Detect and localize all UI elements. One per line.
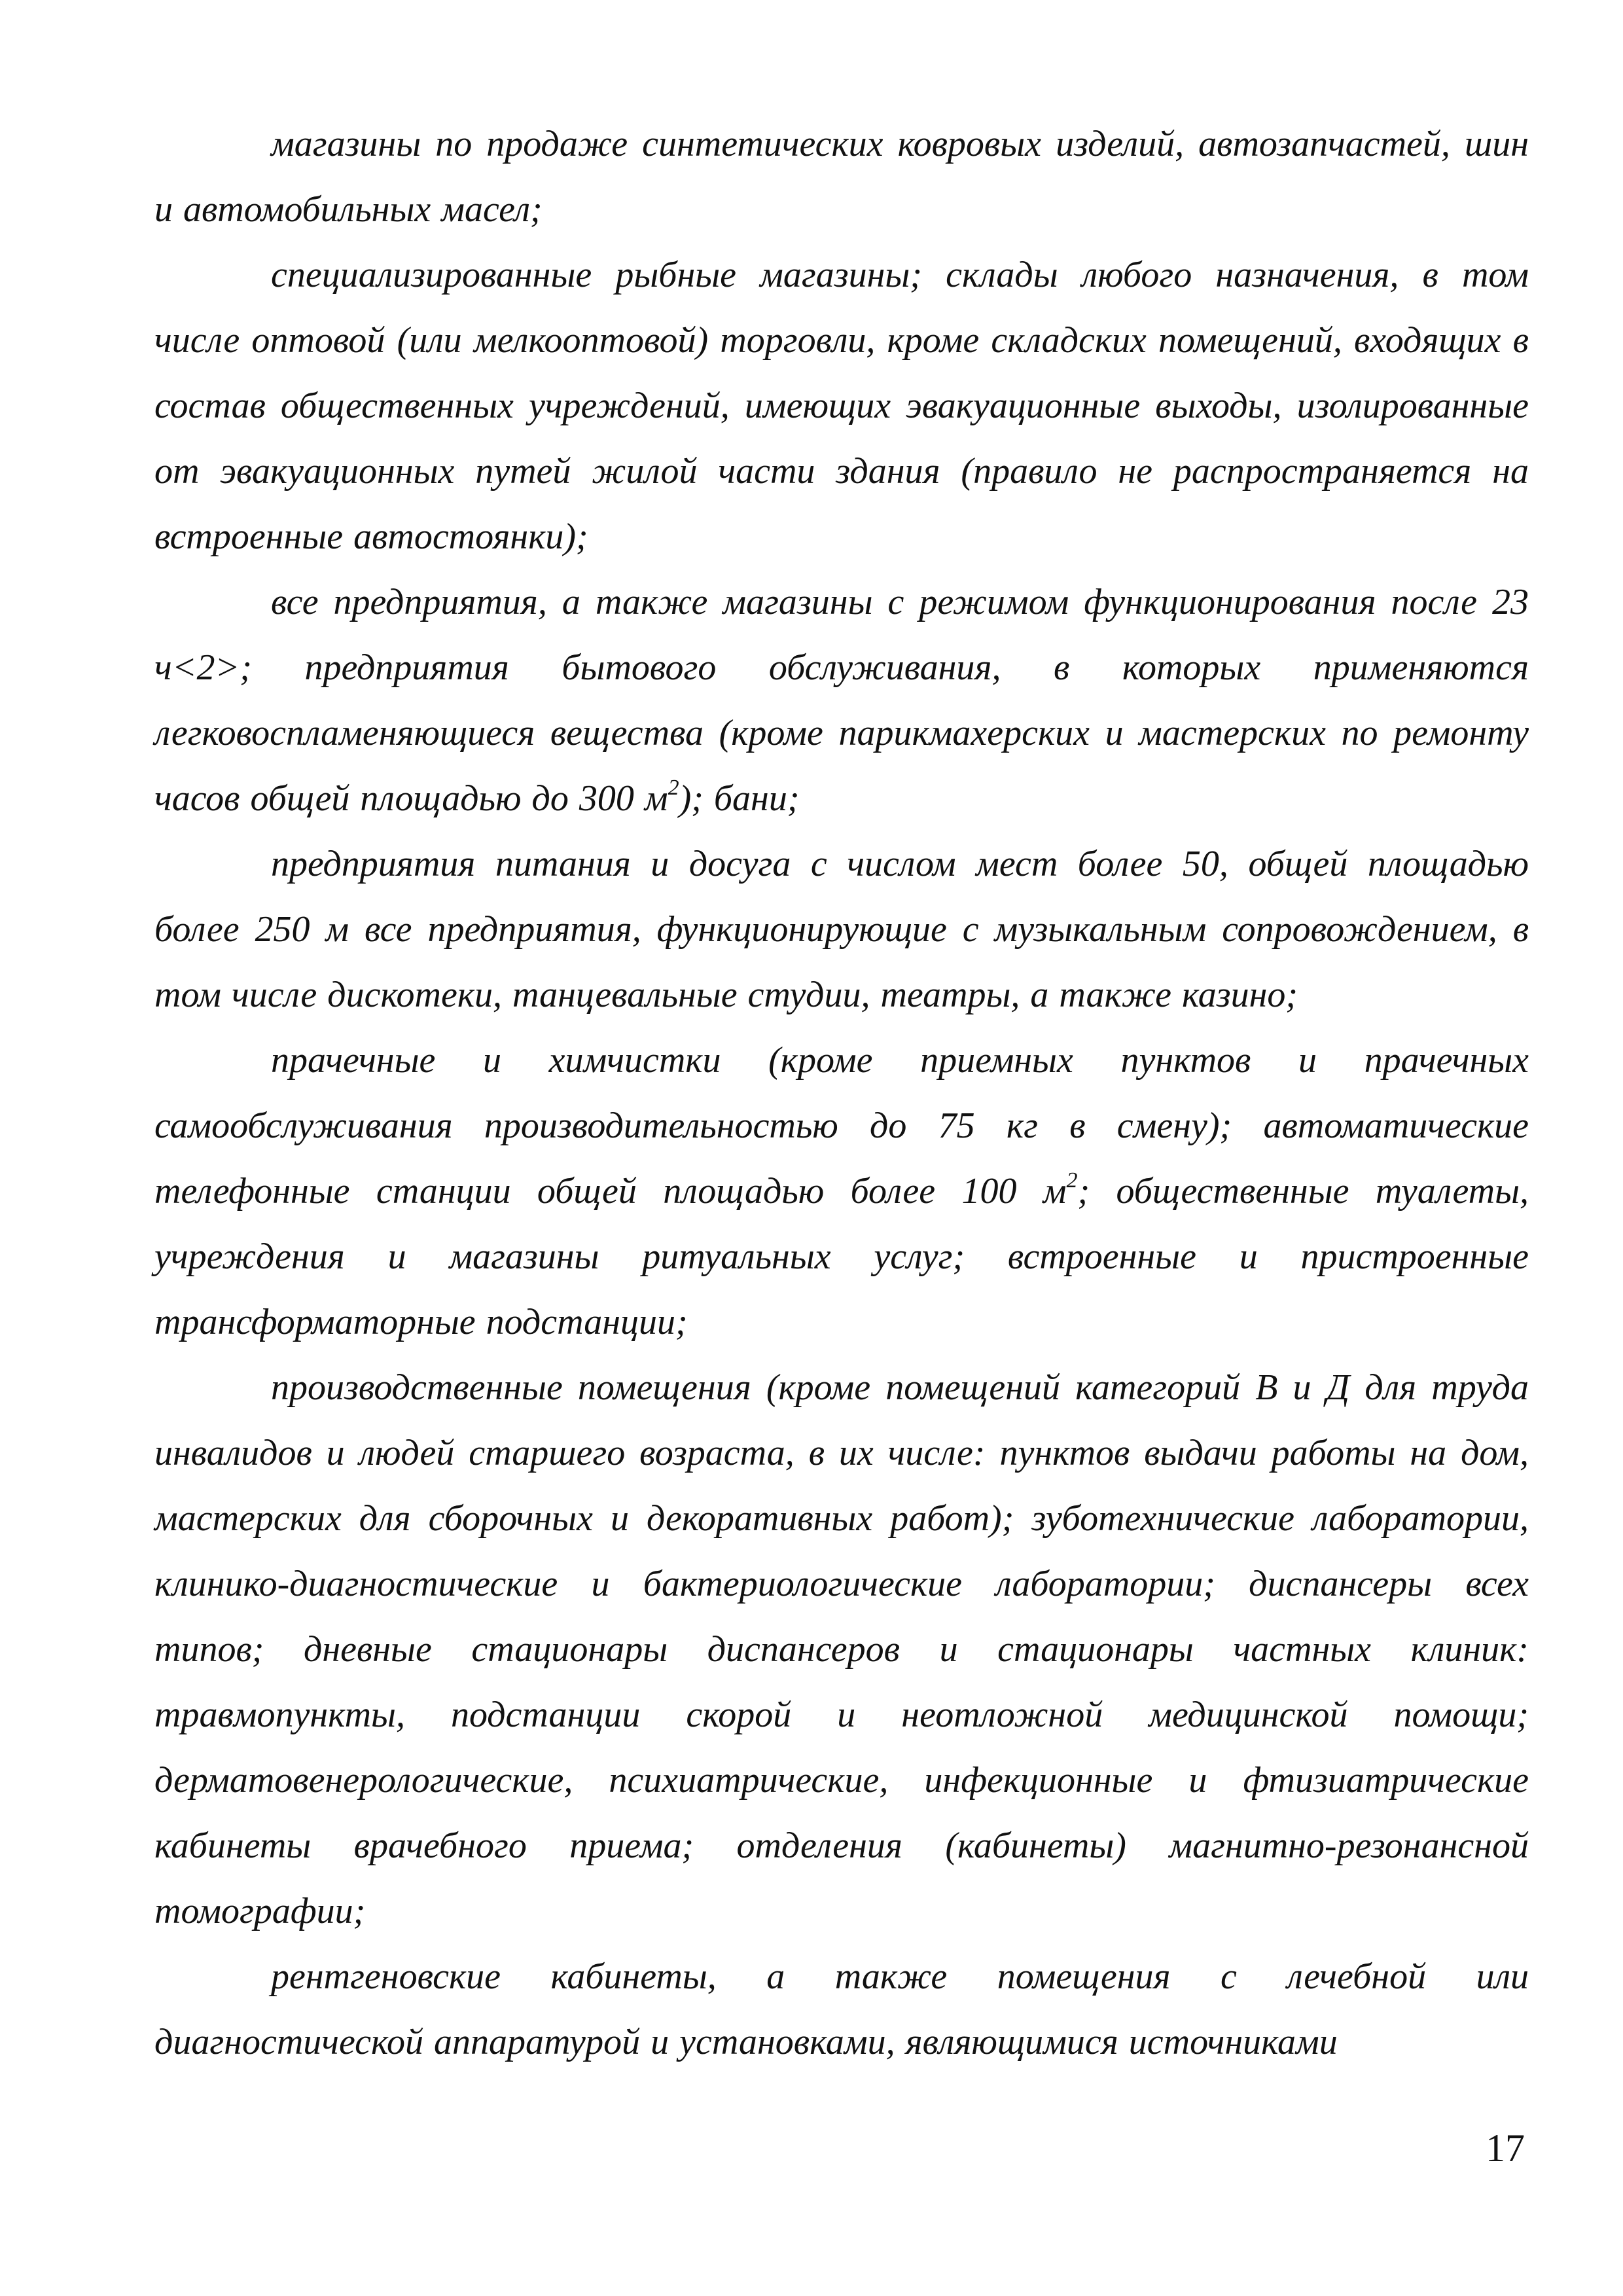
paragraph-text-part: ); бани; — [679, 778, 800, 819]
paragraph-text-part: все предприятия, а также магазины с режимом функционирования после 23 ч<2>; предприятия бытового обслуживания, в которых применяются легковоспламеняющиеся вещества (кроме парикмахерских и мастерских по ремонту часов общей площадью до 300 м — [154, 582, 1529, 819]
paragraph-food-and-leisure: предприятия питания и досуга с числом мест более 50, общей площадью более 250 м все предприятия, функционирующие с музыкальным сопровождением, в том числе дискотеки, танцевальные студии, театры, а также казино; — [154, 844, 1529, 1015]
page-number: 17 — [1486, 2126, 1525, 2170]
superscript: 2 — [668, 776, 679, 800]
paragraph-laundries-dry-cleaners — [154, 1028, 1529, 1355]
page-body — [154, 111, 1529, 2075]
paragraph-late-hours-enterprises — [154, 569, 1529, 831]
superscript: 2 — [1066, 1168, 1078, 1193]
paragraph-x-ray-rooms: рентгеновские кабинеты, а также помещения с лечебной или диагностической аппаратурой и установками, являющимися источниками — [154, 1956, 1529, 2062]
paragraph-industrial-and-medical-premises: производственные помещения (кроме помещений категорий В и Д для труда инвалидов и людей старшего возраста, в их числе: пунктов выдачи работы на дом, мастерских для сборочных и декоративных работ); зуботехнические лаборатории, клинико-диагностические и бактериологические лаборатории; диспансеры всех типов; дневные стационары диспансеров и стационары частных клиник: травмопункты, подстанции скорой и неотложной медицинской помощи; дерматовенерологические, психиатрические, инфекционные и фтизиатрические кабинеты врачебного приема; отделения (кабинеты) магнитно-резонансной томографии; — [154, 1367, 1529, 1931]
paragraph-text-part: прачечные и химчистки (кроме приемных пунктов и прачечных самообслуживания производительностью до 75 кг в смену); автоматические телефонные станции общей площадью более 100 м — [154, 1040, 1529, 1211]
paragraph-fish-shops-warehouses: специализированные рыбные магазины; склады любого назначения, в том числе оптовой (или мелкооптовой) торговли, кроме складских помещений, входящих в состав общественных учреждений, имеющих эвакуационные выходы, изолированные от эвакуационных путей жилой части здания (правило не распространяется на встроенные автостоянки); — [154, 255, 1529, 557]
paragraph-auto-parts-shops: магазины по продаже синтетических ковровых изделий, автозапчастей, шин и автомобильных масел; — [154, 124, 1529, 230]
paragraph-text-part: ; общественные туалеты, учреждения и магазины ритуальных услуг; встроенные и пристроенные трансформаторные подстанции; — [154, 1171, 1529, 1342]
